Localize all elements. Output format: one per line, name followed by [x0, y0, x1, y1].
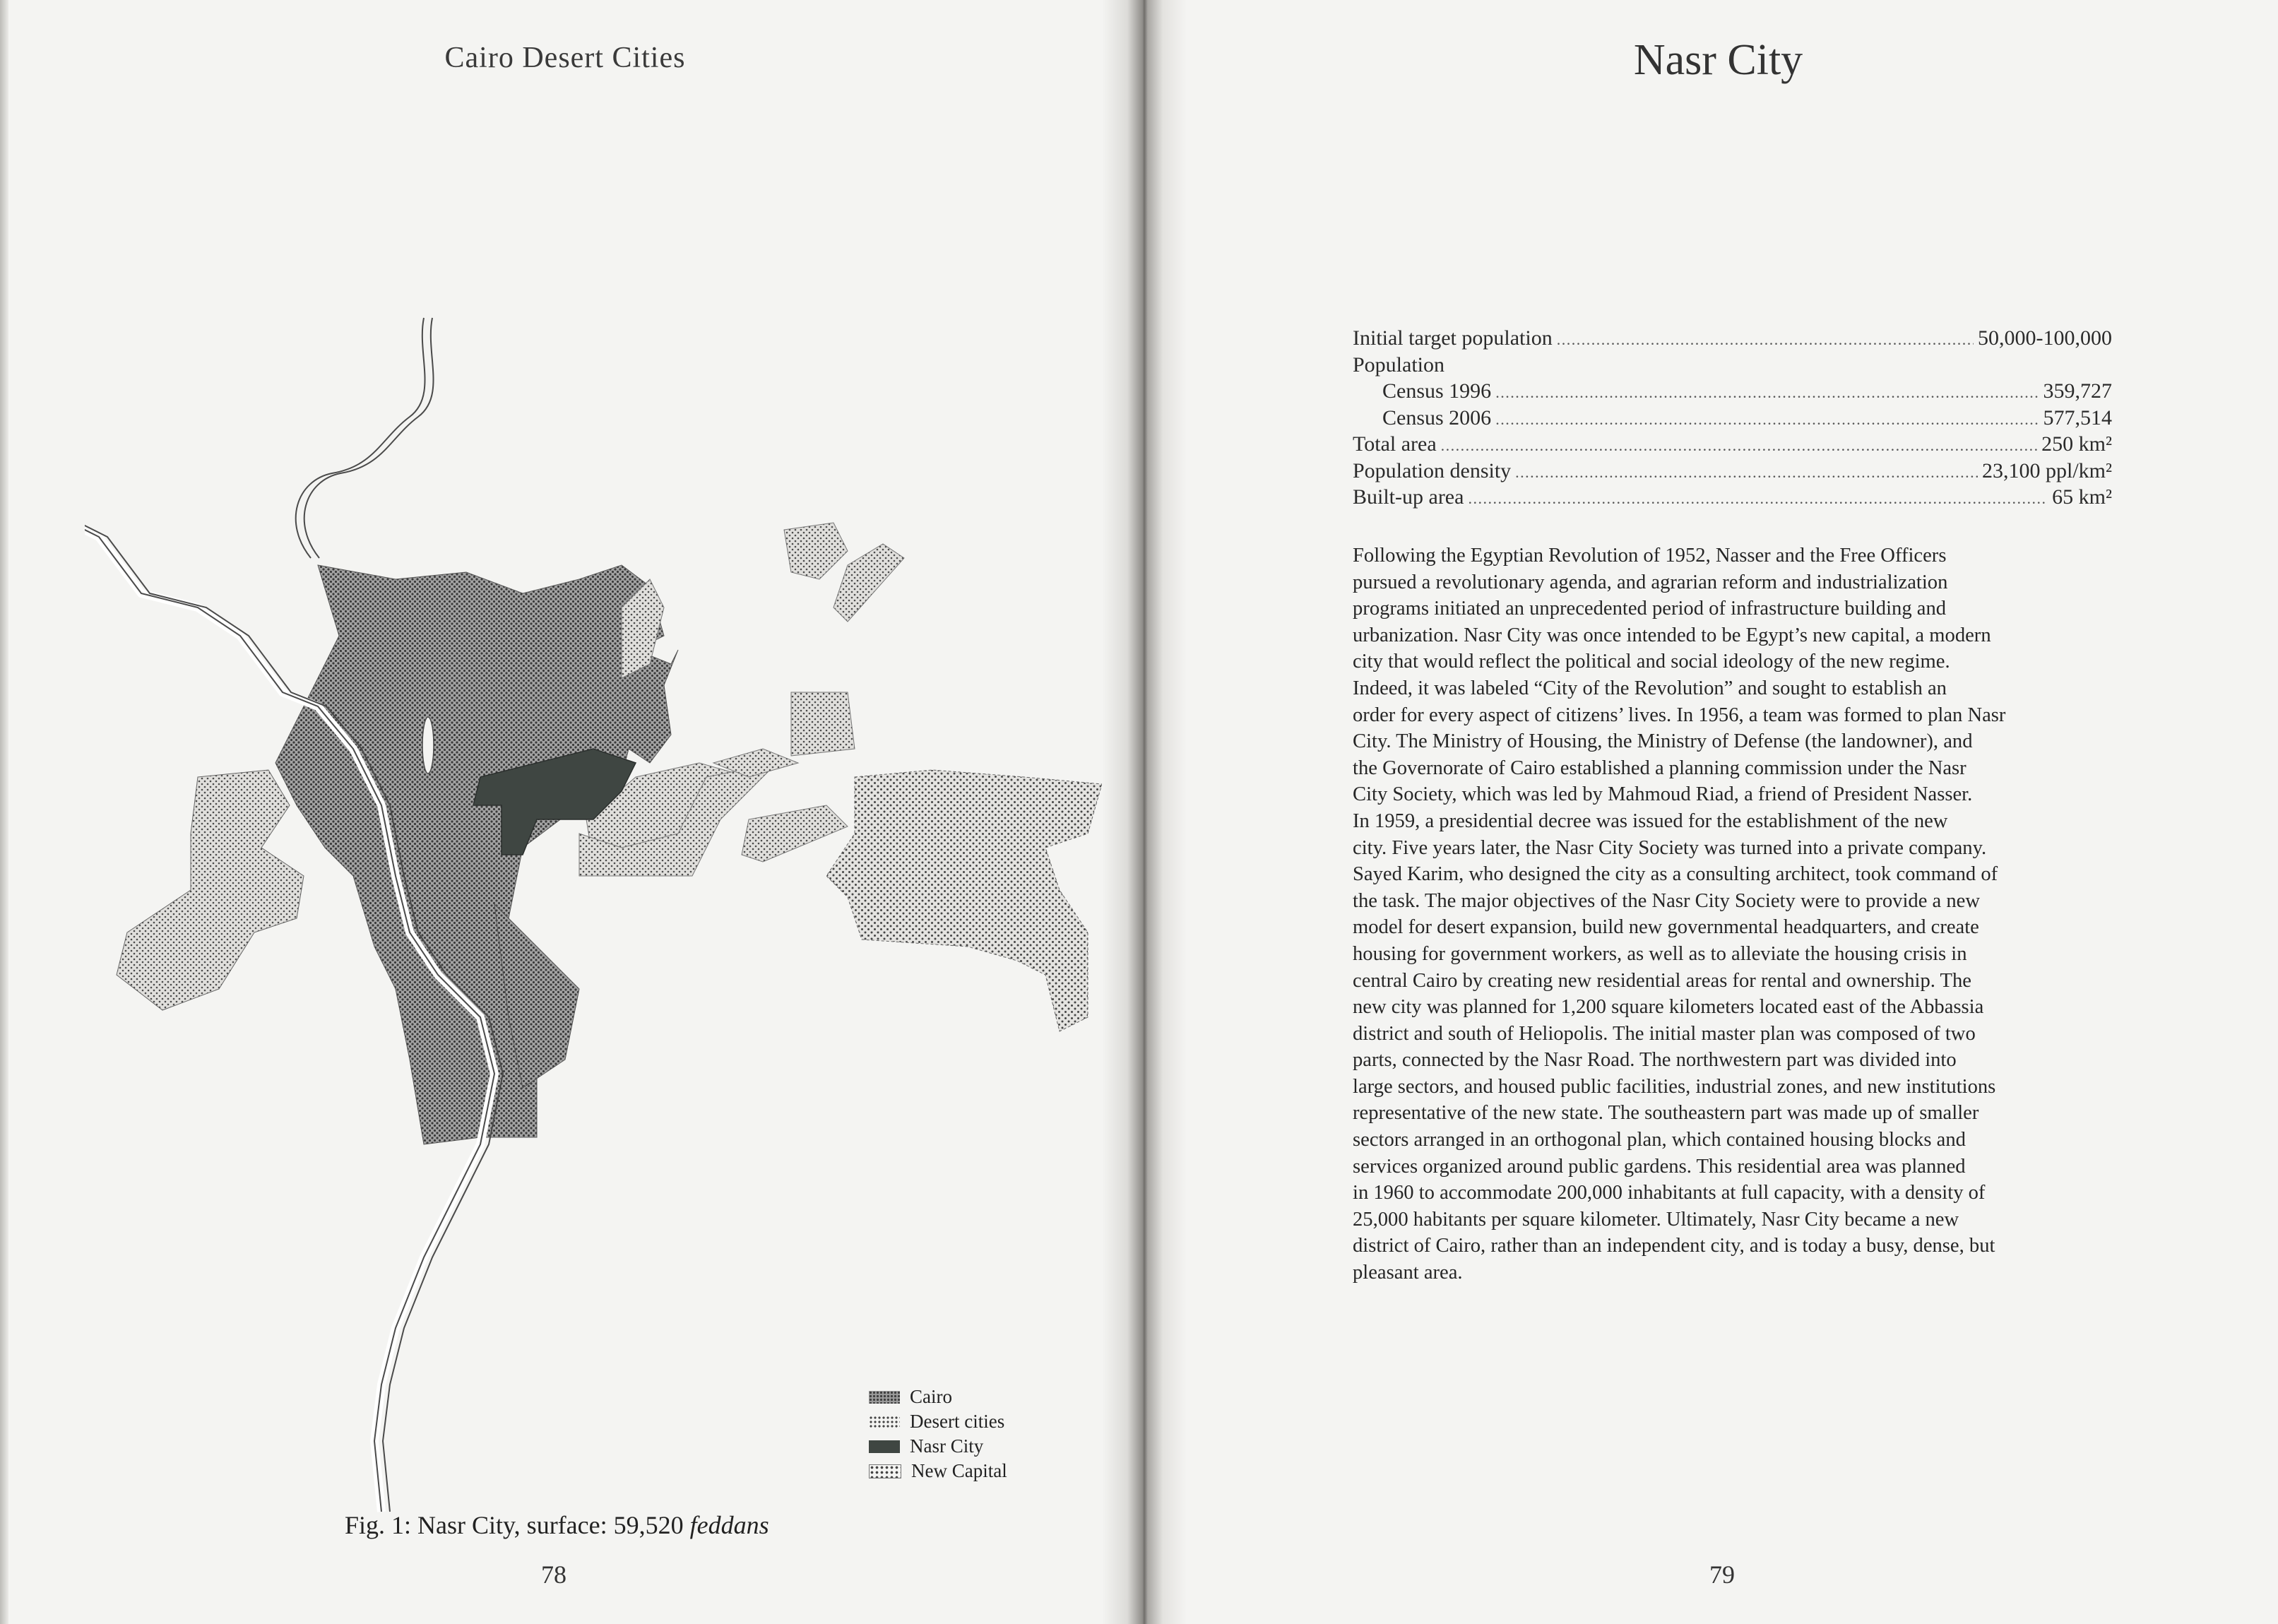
chapter-title: Nasr City: [1633, 36, 1803, 84]
stat-label: Initial target population: [1353, 326, 1553, 350]
page-edge: [0, 0, 8, 1624]
desert-city-northeast: [784, 523, 848, 579]
stat-row-total-area: [1353, 432, 2112, 459]
nasr-city-swatch-icon: [869, 1440, 900, 1453]
stat-label: Population density: [1353, 458, 1512, 482]
stats-table: [1353, 326, 2112, 512]
desert-city-west: [117, 770, 304, 1010]
new-capital-area: [826, 770, 1102, 1031]
cairo-swatch-icon: [869, 1391, 900, 1404]
desert-city-mid: [791, 692, 855, 756]
stat-row-population-density: [1353, 459, 2112, 486]
legend-label: New Capital: [911, 1460, 1007, 1481]
stat-value: 23,100 ppl/km²: [1982, 458, 2112, 482]
desert-city-strip: [742, 805, 848, 862]
stat-row-census-2006: [1353, 406, 2112, 433]
leader-dots: [1495, 406, 2039, 430]
stat-value: 577,514: [2043, 405, 2112, 429]
nile-branch: [296, 318, 425, 558]
leader-dots: [1441, 432, 2038, 456]
legend-item-new-capital: [869, 1459, 1007, 1483]
stat-value: 50,000-100,000: [1978, 326, 2112, 350]
cairo-map: [85, 311, 1116, 1526]
legend-item-nasr-city: [869, 1434, 1007, 1459]
stat-label: Total area: [1353, 432, 1437, 456]
stat-row-population: [1353, 353, 2112, 380]
legend-item-cairo: [869, 1385, 1007, 1409]
page-number-left: 78: [541, 1560, 566, 1589]
legend-label: Nasr City: [910, 1435, 984, 1457]
leader-dots: [1468, 485, 2048, 509]
running-head: Cairo Desert Cities: [444, 42, 686, 74]
stat-value: 250 km²: [2041, 432, 2112, 456]
stat-label: Built-up area: [1353, 485, 1464, 509]
map-legend: [869, 1385, 1007, 1483]
body-paragraph: Following the Egyptian Revolution of 1952, Nasser and the Free Officers pursued a revolutionary agenda, and agrarian reform and industrialization programs initiated an unprecedented period of infrastructure building and urbanization. Nasr City was once intended to be Egypt’s new capital, a modern city that would reflect the political and social ideology of the new regime. Indeed, it was labeled “City of the Revolution” and sought to establish an order for every aspect of citizens’ lives. In 1956, a team was formed to plan Nasr City. The Ministry of Housing, the Ministry of Defense (the landowner), and the Governorate of Cairo established a planning commission under the Nasr City Society, which was led by Mahmoud Riad, a friend of President Nasser. In 1959, a presidential decree was issued for the establishment of the new city. Five years later, the Nasr City Society was turned into a private company. Sayed Karim, who designed the city as a consulting architect, took command of the task. The major objectives of the Nasr City Society were to provide a new model for desert expansion, build new governmental headquarters, and create housing for government workers, as well as to alleviate the housing crisis in central Cairo by creating new residential areas for rental and ownership. The new city was planned for 1,200 square kilometers located east of the Abbassia district and south of Heliopolis. The initial master plan was composed of two parts, connected by the Nasr Road. The northwestern part was divided into large sectors, and housed public facilities, industrial zones, and new institutions representative of the new state. The southeastern part was made up of smaller sectors arranged in an orthogonal plan, which contained housing blocks and services organized around public gardens. This residential area was planned in 1960 to accommodate 200,000 inhabitants at full capacity, with a density of 25,000 habitants per square kilometer. Ultimately, Nasr City became a new district of Cairo, rather than an independent city, and is today a busy, dense, but pleasant area.: [1353, 545, 2006, 1284]
figure-caption: [345, 1510, 769, 1540]
stat-label: Census 1996: [1382, 379, 1492, 403]
nile-island: [422, 717, 434, 774]
caption-text: Fig. 1: Nasr City, surface: 59,520: [345, 1511, 690, 1539]
leader-dots: [1515, 459, 1978, 483]
legend-item-desert-cities: [869, 1409, 1007, 1434]
page-number-right: 79: [1709, 1560, 1735, 1589]
stat-row-census-1996: [1353, 379, 2112, 406]
book-gutter: [1102, 0, 1187, 1624]
desert-cities-swatch-icon: [869, 1416, 900, 1428]
desert-city-northeast-strip: [834, 544, 904, 622]
legend-label: Desert cities: [910, 1411, 1005, 1432]
leader-dots: [1495, 379, 2039, 403]
legend-label: Cairo: [910, 1386, 952, 1407]
caption-unit: feddans: [689, 1511, 769, 1539]
stat-label: Population: [1353, 352, 1445, 377]
stat-value: 65 km²: [2052, 485, 2112, 509]
stat-row-initial-target: [1353, 326, 2112, 353]
new-capital-swatch-icon: [869, 1464, 901, 1478]
leader-dots: [1557, 326, 1974, 350]
left-page: [0, 0, 1130, 1624]
stat-value: 359,727: [2043, 379, 2112, 403]
stat-row-built-up-area: [1353, 485, 2112, 512]
right-page: [1158, 0, 2278, 1624]
stat-label: Census 2006: [1382, 405, 1492, 429]
